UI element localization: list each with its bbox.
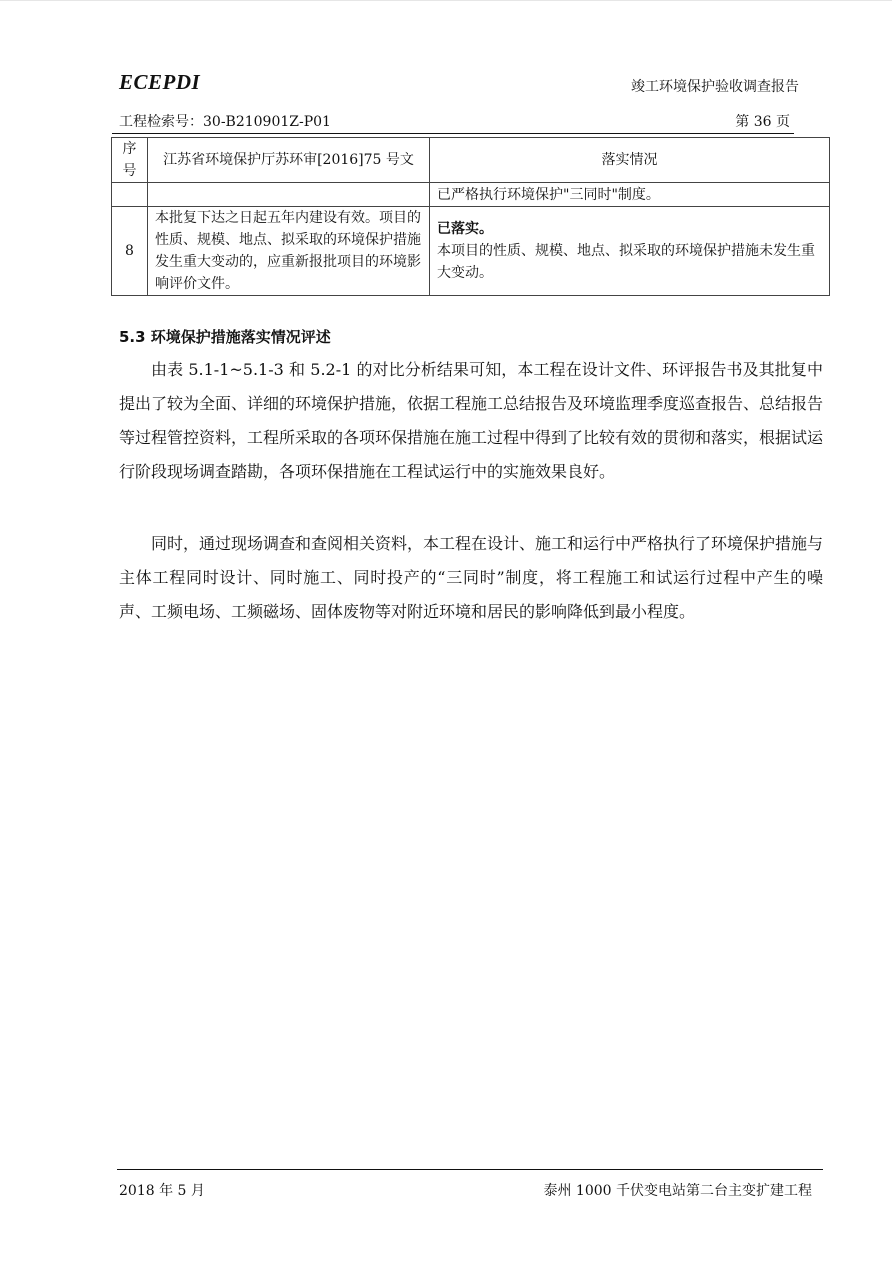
- requirement-cell: 本批复下达之日起五年内建设有效。项目的性质、规模、地点、拟采取的环境保护措施发生重大变动的，应重新报批项目的环境影响评价文件。: [148, 207, 430, 296]
- page-number: 第 36 页: [735, 114, 790, 130]
- project-code: 工程检索号：30-B210901Z-P01: [119, 114, 331, 130]
- status-text: 本项目的性质、规模、地点、拟采取的环境保护措施未发生重大变动。: [437, 243, 815, 281]
- footer-divider: [117, 1169, 823, 1170]
- header-report-title: 竣工环境保护验收调查报告: [631, 79, 799, 95]
- footer-project-name: 泰州 1000 千伏变电站第二台主变扩建工程: [543, 1183, 812, 1199]
- header-divider: [112, 133, 794, 134]
- header-logo: ECEPDI: [119, 70, 201, 94]
- section-heading: 5.3 环境保护措施落实情况评述: [119, 328, 331, 346]
- body-paragraph: 由表 5.1-1~5.1-3 和 5.2-1 的对比分析结果可知，本工程在设计文件、环评报告书及其批复中提出了较为全面、详细的环境保护措施，依据工程施工总结报告及环境监理季度巡查报告、总结报告等过程管控资料，工程所采取的各项环保措施在施工过程中得到了比较有效的贯彻和落实，根据试运行阶段现场调查踏勘，各项环保措施在工程试运行中的实施效果良好。: [119, 360, 824, 481]
- column-header-no: 序号: [112, 138, 148, 183]
- footer-date: 2018 年 5 月: [119, 1183, 205, 1199]
- page-top-border: [0, 0, 892, 1]
- table-row: [112, 207, 830, 296]
- column-header-requirement: 江苏省环境保护厅苏环审[2016]75 号文: [148, 138, 430, 183]
- header-meta: [119, 111, 795, 131]
- requirement-cell: [148, 183, 430, 207]
- row-number: [112, 183, 148, 207]
- status-text: 已严格执行环境保护"三同时"制度。: [437, 186, 660, 203]
- column-header-status: 落实情况: [430, 138, 830, 183]
- status-cell: [430, 207, 830, 296]
- row-number: 8: [112, 207, 148, 296]
- measures-table: [111, 137, 830, 296]
- status-label: 已落实。: [437, 221, 493, 237]
- body-paragraph: 同时，通过现场调查和查阅相关资料，本工程在设计、施工和运行中严格执行了环境保护措施与主体工程同时设计、同时施工、同时投产的“三同时”制度，将工程施工和试运行过程中产生的噪声、工频电场、工频磁场、固体废物等对附近环境和居民的影响降低到最小程度。: [119, 534, 824, 621]
- status-cell: [430, 183, 830, 207]
- table-row: [112, 183, 830, 207]
- table-header-row: [112, 138, 830, 183]
